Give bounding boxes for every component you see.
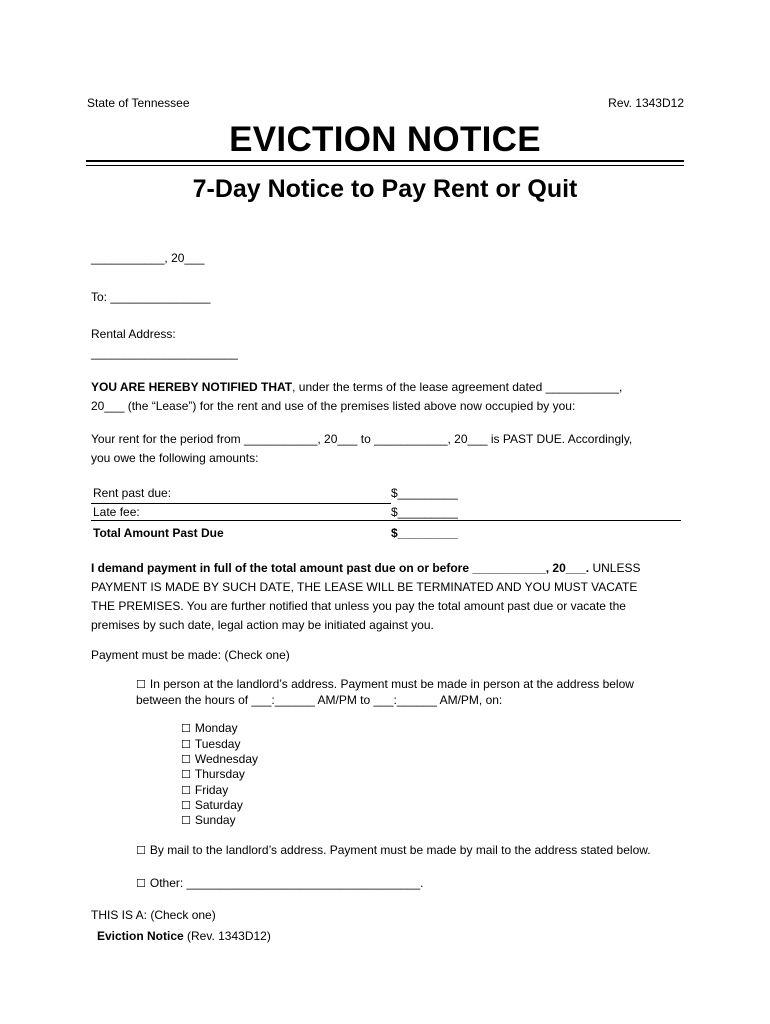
checkbox-icon[interactable]: ☐: [136, 877, 146, 890]
title-rule-thick: [86, 160, 684, 162]
checkbox-icon[interactable]: ☐: [136, 844, 146, 857]
checkbox-icon[interactable]: ☐: [181, 738, 191, 751]
day-option-tuesday[interactable]: [181, 737, 240, 751]
checkbox-icon[interactable]: ☐: [136, 678, 146, 691]
option-in-person-line-1: In person at the landlord’s address. Payment must be made in person at the address below: [149, 677, 634, 691]
checkbox-icon[interactable]: ☐: [181, 814, 191, 827]
day-label: Tuesday: [194, 737, 241, 751]
table-cell-label: Rent past due:: [93, 486, 172, 500]
rent-period-line-1: Your rent for the period from ___________, 20___ to ___________, 20___ is PAST DUE. Accordingly,: [91, 432, 633, 446]
day-label: Friday: [194, 783, 229, 797]
option-by-mail-label: By mail to the landlord’s address. Payment must be made by mail to the address stated below.: [149, 843, 651, 857]
checkbox-icon[interactable]: ☐: [181, 722, 191, 735]
checkbox-icon[interactable]: ☐: [181, 799, 191, 812]
day-option-saturday[interactable]: [181, 798, 243, 812]
day-label: Wednesday: [194, 752, 259, 766]
checkbox-icon[interactable]: ☐: [181, 753, 191, 766]
option-by-mail[interactable]: [136, 843, 651, 857]
table-row: [91, 486, 681, 504]
day-option-sunday[interactable]: [181, 813, 236, 827]
option-in-person[interactable]: [136, 677, 634, 691]
table-row: [91, 526, 681, 544]
notified-line-2: 20___ (the “Lease”) for the rent and use of the premises listed above now occupied by you:: [91, 399, 576, 413]
table-cell-value: $_________: [391, 526, 458, 540]
footer-text: (Rev. 1343D12): [183, 929, 271, 943]
rent-period-line-2: you owe the following amounts:: [91, 451, 259, 465]
table-cell-value: $_________: [391, 505, 458, 519]
demand-text-1: UNLESS: [589, 561, 641, 575]
payment-label: Payment must be made: (Check one): [91, 648, 290, 662]
demand-line-2: PAYMENT IS MADE BY SUCH DATE, THE LEASE WILL BE TERMINATED AND YOU MUST VACATE: [91, 580, 638, 594]
day-option-wednesday[interactable]: [181, 752, 258, 766]
day-label: Thursday: [194, 767, 245, 781]
demand-line-1: [91, 559, 641, 578]
revision-label: Rev. 1343D12: [608, 96, 684, 110]
demand-bold: I demand payment in full of the total amount past due on or before ___________, 20___.: [91, 561, 590, 575]
checkbox-icon[interactable]: ☐: [181, 768, 191, 781]
day-option-friday[interactable]: [181, 783, 228, 797]
table-row-divider: [91, 503, 391, 504]
rental-address-label: Rental Address:: [91, 327, 176, 341]
table-cell-value: $_________: [391, 486, 458, 500]
option-in-person-line-2: between the hours of ___:______ AM/PM to ___:______ AM/PM, on:: [136, 693, 503, 707]
day-label: Saturday: [194, 798, 243, 812]
option-other[interactable]: [136, 876, 423, 890]
table-cell-label: Late fee:: [93, 505, 140, 519]
table-row-divider: [91, 520, 681, 521]
rental-address-blank: ______________________: [91, 346, 238, 360]
notified-text-1: , under the terms of the lease agreement dated ___________,: [292, 380, 623, 394]
checkbox-icon[interactable]: ☐: [181, 784, 191, 797]
to-line: To: _______________: [91, 290, 211, 304]
title-rule-thin: [86, 165, 684, 166]
day-label: Sunday: [194, 813, 236, 827]
day-label: Monday: [194, 721, 238, 735]
notified-bold: YOU ARE HEREBY NOTIFIED THAT: [91, 380, 293, 394]
day-option-thursday[interactable]: [181, 767, 245, 781]
option-other-label: Other: ___________________________________.: [149, 876, 424, 890]
notified-line-1: [91, 378, 622, 397]
this-is-a-label: THIS IS A: (Check one): [91, 908, 216, 922]
day-option-monday[interactable]: [181, 721, 238, 735]
date-line: ___________, 20___: [91, 251, 205, 265]
footer-bold: Eviction Notice: [97, 929, 184, 943]
demand-line-3: THE PREMISES. You are further notified that unless you pay the total amount past due or vacate the: [91, 599, 626, 613]
footer-form-id: [97, 927, 271, 946]
table-cell-label: Total Amount Past Due: [93, 526, 224, 540]
document-title: EVICTION NOTICE: [229, 120, 541, 159]
state-label: State of Tennessee: [87, 96, 190, 110]
document-subtitle: 7-Day Notice to Pay Rent or Quit: [192, 175, 578, 203]
demand-line-4: premises by such date, legal action may be initiated against you.: [91, 618, 434, 632]
